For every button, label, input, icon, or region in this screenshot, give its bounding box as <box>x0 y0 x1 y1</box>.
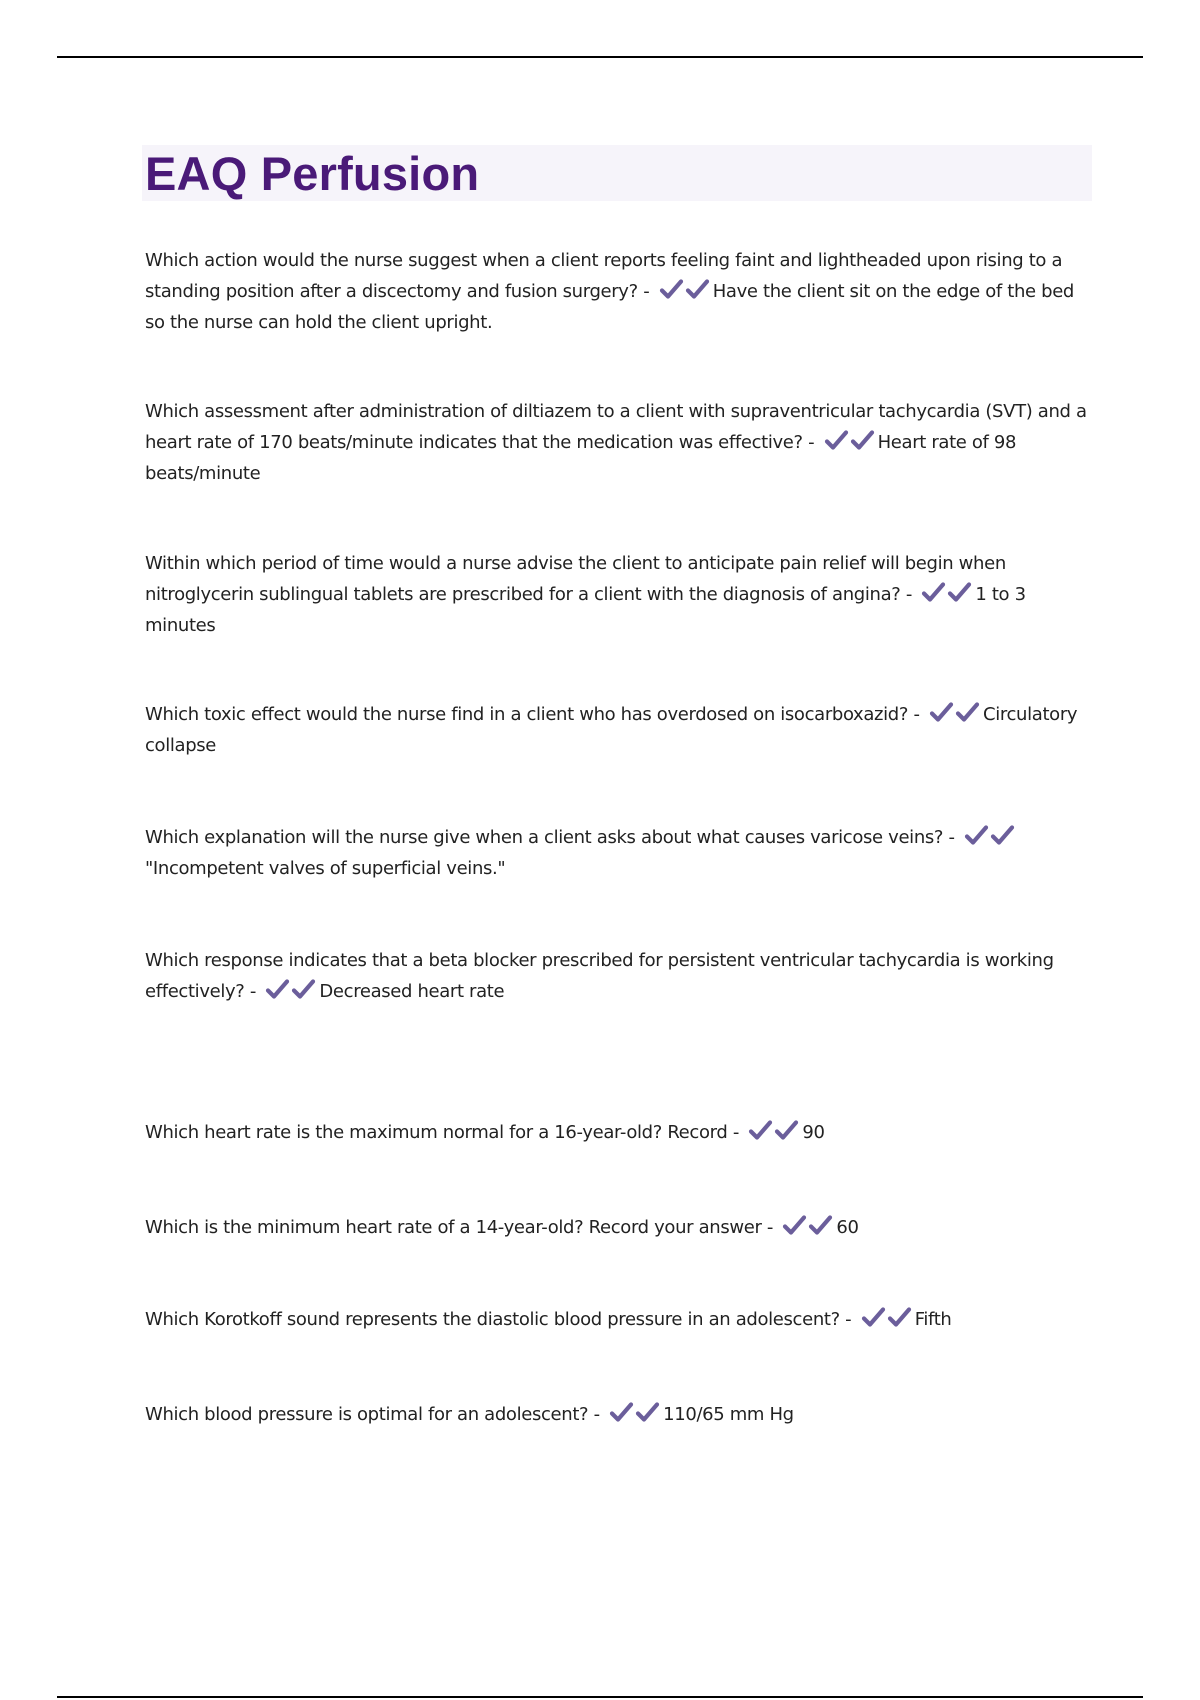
question-text: Which explanation will the nurse give when a client asks about what causes varicose veins? <box>145 827 944 848</box>
answer-separator: - <box>593 1404 600 1425</box>
checkmark-icon <box>774 1119 800 1141</box>
answer-checkmarks <box>824 427 876 458</box>
answer-text: 60 <box>836 1217 859 1238</box>
answer-checkmarks <box>748 1117 800 1148</box>
checkmark-icon <box>782 1214 808 1236</box>
answer-text: "Incompetent valves of superficial veins." <box>145 858 506 879</box>
qa-item <box>145 548 1090 641</box>
checkmark-icon <box>265 978 291 1000</box>
answer-separator: - <box>948 827 955 848</box>
answer-separator: - <box>643 281 650 302</box>
checkmark-icon <box>659 278 685 300</box>
answer-checkmarks <box>964 822 1016 853</box>
question-text: Which is the minimum heart rate of a 14-year-old? Record your answer <box>145 1217 762 1238</box>
qa-item <box>145 822 1090 884</box>
answer-checkmarks <box>782 1212 834 1243</box>
question-text: Which Korotkoff sound represents the diastolic blood pressure in an adolescent? <box>145 1309 840 1330</box>
qa-item <box>145 1399 1090 1430</box>
qa-item <box>145 1117 1090 1148</box>
answer-separator: - <box>905 584 912 605</box>
question-text: Which blood pressure is optimal for an adolescent? <box>145 1404 589 1425</box>
question-text: Which heart rate is the maximum normal for a 16-year-old? Record <box>145 1122 728 1143</box>
qa-item <box>145 1212 1090 1243</box>
answer-text: 110/65 mm Hg <box>663 1404 794 1425</box>
top-rule <box>57 56 1143 58</box>
qa-item <box>145 945 1090 1007</box>
question-text: Which response indicates that a beta blocker prescribed for persistent ventricular tachycardia is working effectively? <box>145 950 1054 1002</box>
checkmark-icon <box>635 1401 661 1423</box>
checkmark-icon <box>990 824 1016 846</box>
answer-text: 1 to 3 minutes <box>145 584 1026 636</box>
checkmark-icon <box>808 1214 834 1236</box>
checkmark-icon <box>291 978 317 1000</box>
question-text: Which action would the nurse suggest when a client reports feeling faint and lightheaded upon rising to a standing position after a discectomy and fusion surgery? <box>145 250 1063 302</box>
checkmark-icon <box>685 278 711 300</box>
answer-checkmarks <box>265 976 317 1007</box>
qa-item <box>145 1304 1090 1335</box>
page-title: EAQ Perfusion <box>145 147 480 200</box>
checkmark-icon <box>609 1401 635 1423</box>
checkmark-icon <box>887 1306 913 1328</box>
answer-checkmarks <box>609 1399 661 1430</box>
answer-separator: - <box>808 432 815 453</box>
checkmark-icon <box>955 701 981 723</box>
question-text: Which toxic effect would the nurse find in a client who has overdosed on isocarboxazid? <box>145 704 909 725</box>
checkmark-icon <box>947 581 973 603</box>
answer-text: 90 <box>802 1122 825 1143</box>
checkmark-icon <box>929 701 955 723</box>
answer-text: Fifth <box>914 1309 952 1330</box>
checkmark-icon <box>850 429 876 451</box>
answer-checkmarks <box>861 1304 913 1335</box>
answer-checkmarks <box>929 699 981 730</box>
answer-text: Heart rate of 98 beats/minute <box>145 432 1017 484</box>
answer-separator: - <box>766 1217 774 1238</box>
checkmark-icon <box>964 824 990 846</box>
qa-item <box>145 699 1090 761</box>
question-text: Which assessment after administration of diltiazem to a client with supraventricular tachycardia (SVT) and a heart rate of 170 beats/minute indicates that the medication was effective? <box>145 401 1087 453</box>
answer-text: Circulatory collapse <box>145 704 1078 756</box>
answer-separator: - <box>249 981 257 1002</box>
question-text: Within which period of time would a nurse advise the client to anticipate pain relief will begin when nitroglycerin sublingual tablets are prescribed for a client with the diagnosis of angina? <box>145 553 1006 605</box>
answer-checkmarks <box>659 276 711 307</box>
bottom-rule <box>57 1696 1143 1698</box>
checkmark-icon <box>748 1119 774 1141</box>
checkmark-icon <box>824 429 850 451</box>
answer-separator: - <box>845 1309 852 1330</box>
checkmark-icon <box>921 581 947 603</box>
qa-item <box>145 245 1090 338</box>
answer-separator: - <box>913 704 920 725</box>
qa-item <box>145 396 1090 489</box>
answer-checkmarks <box>921 579 973 610</box>
checkmark-icon <box>861 1306 887 1328</box>
answer-separator: - <box>732 1122 739 1143</box>
answer-text: Decreased heart rate <box>319 981 505 1002</box>
answer-text: Have the client sit on the edge of the bed so the nurse can hold the client upright. <box>145 281 1074 333</box>
